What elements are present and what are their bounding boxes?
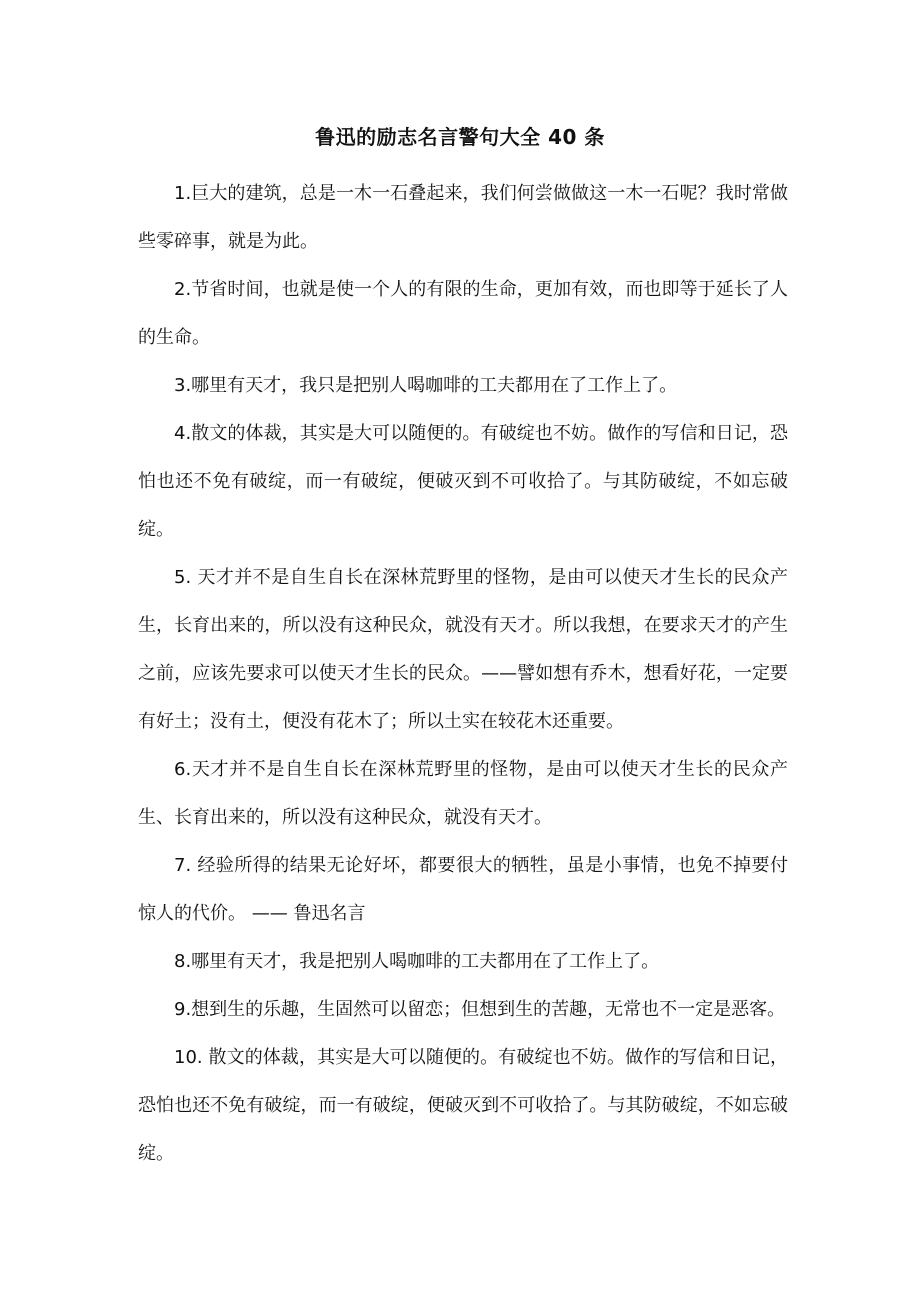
quote-paragraph-8: 8.哪里有天才，我是把别人喝咖啡的工夫都用在了工作上了。 <box>174 951 660 972</box>
quote-paragraph-6: 6.天才并不是自生自长在深林荒野里的怪物，是由可以使天才生长的民众产生、长育出来的，所以没有这种民众，就没有天才。 <box>138 759 788 828</box>
quote-paragraph-3: 3.哪里有天才，我只是把别人喝咖啡的工夫都用在了工作上了。 <box>174 375 678 396</box>
quote-paragraph-9: 9.想到生的乐趣，生固然可以留恋；但想到生的苦趣，无常也不一定是恶客。 <box>174 999 786 1020</box>
quote-paragraph-1: 1.巨大的建筑，总是一木一石叠起来，我们何尝做做这一木一石呢？我时常做些零碎事，就是为此。 <box>138 183 788 252</box>
quote-paragraph-2: 2.节省时间，也就是使一个人的有限的生命，更加有效，而也即等于延长了人的生命。 <box>138 279 788 348</box>
document-title: 鲁迅的励志名言警句大全 40 条 <box>315 125 605 149</box>
quote-paragraph-7: 7. 经验所得的结果无论好坏，都要很大的牺牲，虽是小事情，也免不掉要付惊人的代价。 —— 鲁迅名言 <box>138 855 788 924</box>
quote-paragraph-10: 10. 散文的体裁，其实是大可以随便的。有破绽也不妨。做作的写信和日记，恐怕也还不免有破绽，而一有破绽，便破灭到不可收拾了。与其防破绽，不如忘破绽。 <box>138 1047 788 1164</box>
quote-paragraph-5: 5. 天才并不是自生自长在深林荒野里的怪物，是由可以使天才生长的民众产生，长育出来的，所以没有这种民众，就没有天才。所以我想，在要求天才的产生之前，应该先要求可以使天才生长的民众。——譬如想有乔木，想看好花，一定要有好土；没有土，便没有花木了；所以土实在较花木还重要。 <box>138 567 788 732</box>
quote-list <box>138 170 788 1178</box>
quote-paragraph-4: 4.散文的体裁，其实是大可以随便的。有破绽也不妨。做作的写信和日记，恐怕也还不免有破绽，而一有破绽，便破灭到不可收拾了。与其防破绽，不如忘破绽。 <box>138 423 788 540</box>
